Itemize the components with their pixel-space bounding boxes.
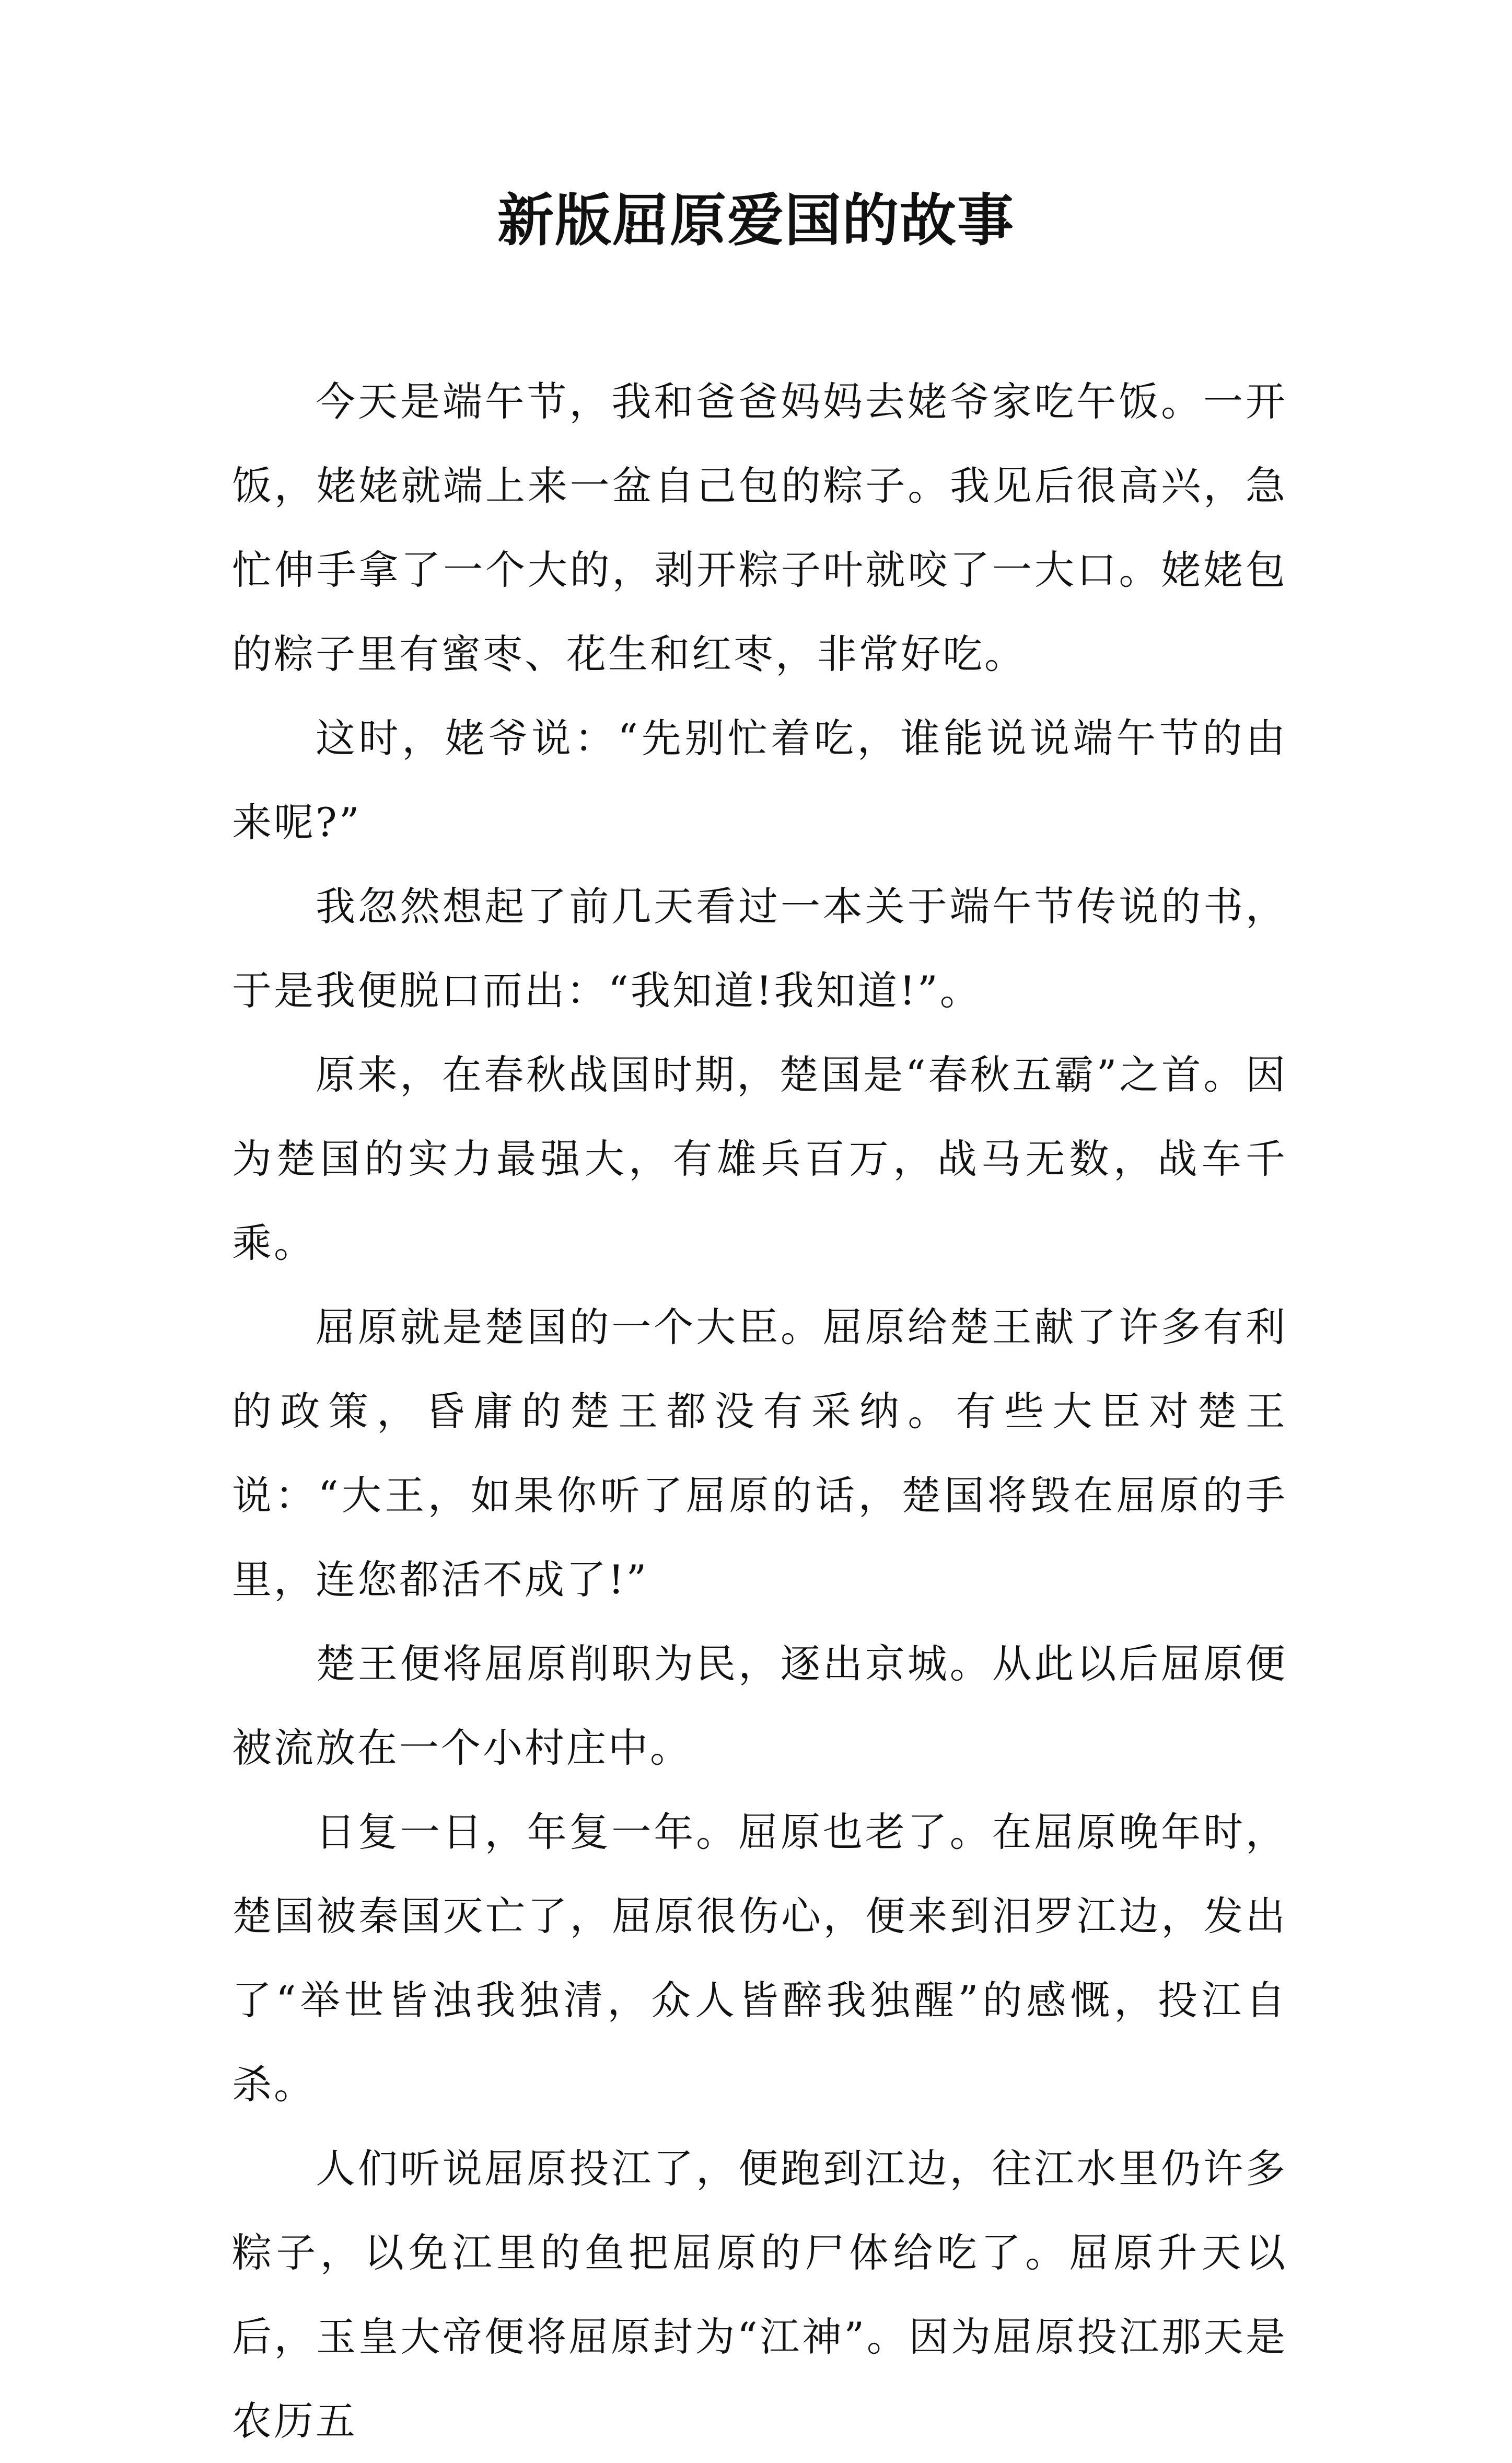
paragraph: 屈原就是楚国的一个大臣。屈原给楚王献了许多有利的政策，昏庸的楚王都没有采纳。有些大臣对楚王说：“大王，如果你听了屈原的话，楚国将毁在屈原的手里，连您都活不成了!” (232, 1304, 1287, 1603)
paragraph: 这时，姥爷说：“先别忙着吃，谁能说说端午节的由来呢?” (232, 715, 1287, 846)
article-body (232, 360, 1287, 2463)
paragraph: 人们听说屈原投江了，便跑到江边，往江水里仍许多粽子，以免江里的鱼把屈原的尸体给吃了。屈原升天以后，玉皇大帝便将屈原封为“江神”。因为屈原投江那天是农历五 (232, 2145, 1287, 2444)
paragraph: 楚王便将屈原削职为民，逐出京城。从此以后屈原便被流放在一个小村庄中。 (232, 1640, 1287, 1771)
paragraph: 原来，在春秋战国时期，楚国是“春秋五霸”之首。因为楚国的实力最强大，有雄兵百万，战马无数，战车千乘。 (232, 1051, 1287, 1266)
paragraph: 我忽然想起了前几天看过一本关于端午节传说的书，于是我便脱口而出：“我知道!我知道!”。 (232, 883, 1287, 1014)
paragraph: 今天是端午节，我和爸爸妈妈去姥爷家吃午饭。一开饭，姥姥就端上来一盆自己包的粽子。我见后很高兴，急忙伸手拿了一个大的，剥开粽子叶就咬了一大口。姥姥包的粽子里有蜜枣、花生和红枣，非常好吃。 (232, 378, 1287, 677)
paragraph: 日复一日，年复一年。屈原也老了。在屈原晚年时，楚国被秦国灭亡了，屈原很伤心，便来到汨罗江边，发出了“举世皆浊我独清，众人皆醉我独醒”的感慨，投江自杀。 (232, 1809, 1287, 2108)
page-title: 新版屈原爱国的故事 (497, 188, 1015, 253)
